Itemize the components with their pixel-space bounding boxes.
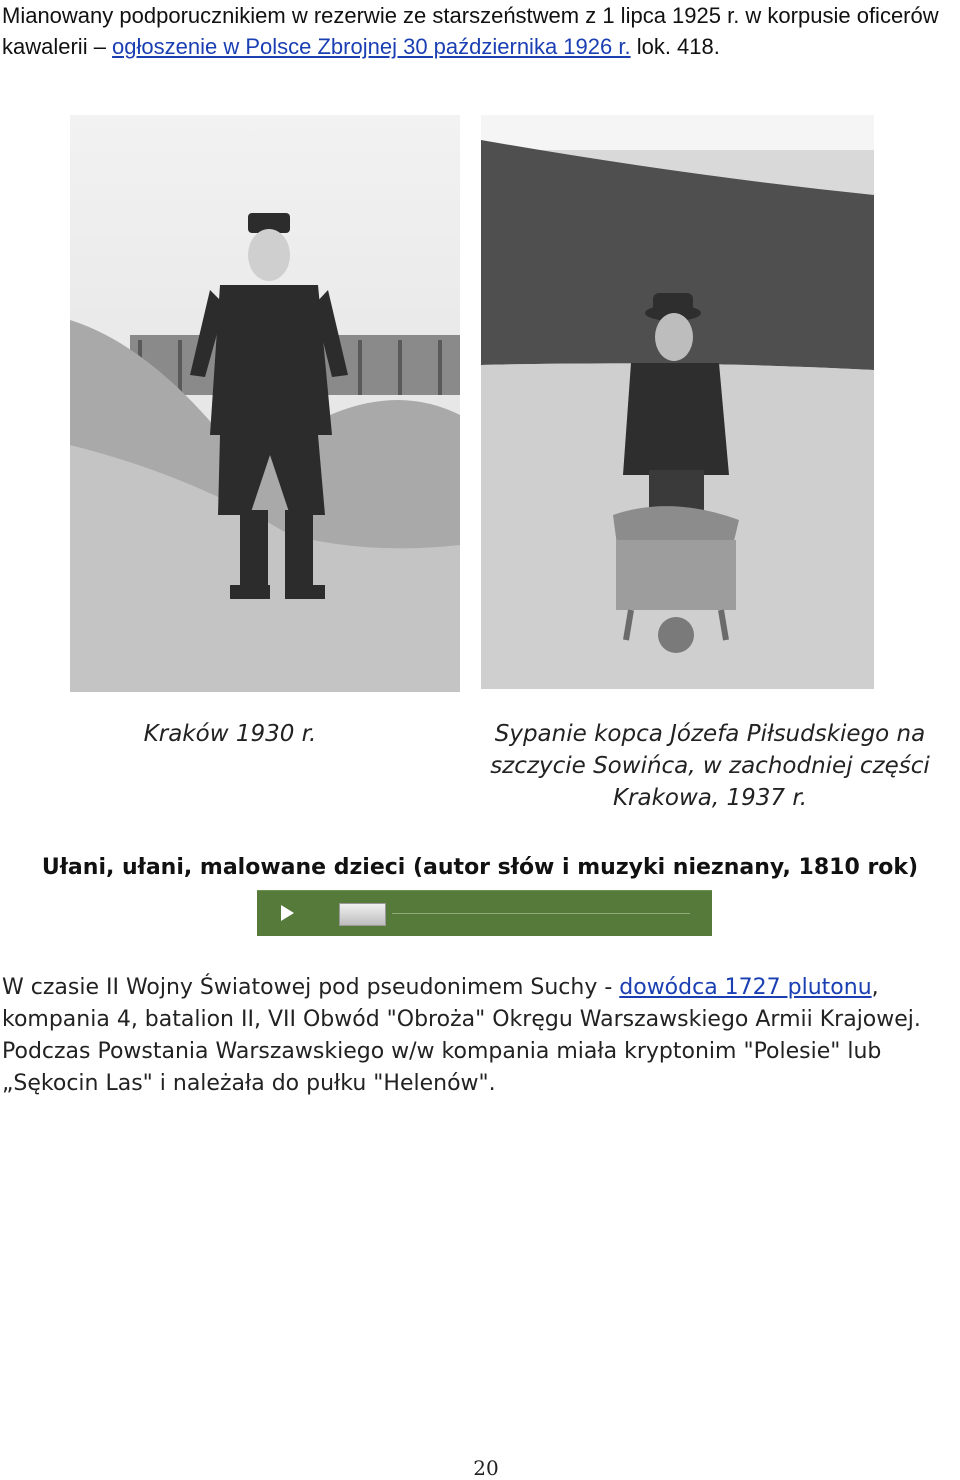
ww2-paragraph <box>2 972 958 1100</box>
mound-photo-caption: Sypanie kopca Józefa Piłsudskiego na szczycie Sowińca, w zachodniej części Krakowa, 1937 r. <box>490 721 930 811</box>
intro-text: Mianowany podporucznikiem w rezerwie ze starszeństwem z 1 lipca 1925 r. w korpusie oficerów kawalerii – <box>2 3 939 59</box>
mound-photo <box>481 115 874 689</box>
officer-photo-caption: Kraków 1930 r. <box>143 721 317 747</box>
song-title: Ułani, ułani, malowane dzieci (autor słów i muzyki nieznany, 1810 rok) <box>41 855 919 880</box>
platoon-link[interactable]: dowódca 1727 plutonu <box>619 975 872 1000</box>
intro-text-end: lok. 418. <box>630 34 720 59</box>
intro-paragraph <box>2 0 958 62</box>
audio-player[interactable] <box>257 890 712 936</box>
polska-zbrojna-link[interactable]: ogłoszenie w Polsce Zbrojnej 30 października 1926 r. <box>112 34 631 59</box>
ww2-text: W czasie II Wojny Światowej pod pseudonimem Suchy - <box>2 975 620 1000</box>
progress-track[interactable] <box>392 913 690 914</box>
ww2-text-end: , kompania 4, batalion II, VII Obwód "Obroża" Okręgu Warszawskiego Armii Krajowej. Podczas Powstania Warszawskiego w/w kompania miała kryptonim "Polesie" lub „Sękocin Las" i należała do pułku "Helenów". <box>2 975 921 1096</box>
page-number: 20 <box>473 1456 499 1480</box>
progress-thumb[interactable] <box>339 903 386 926</box>
officer-photo <box>70 115 460 692</box>
play-icon <box>277 903 297 923</box>
play-button[interactable] <box>277 903 297 923</box>
